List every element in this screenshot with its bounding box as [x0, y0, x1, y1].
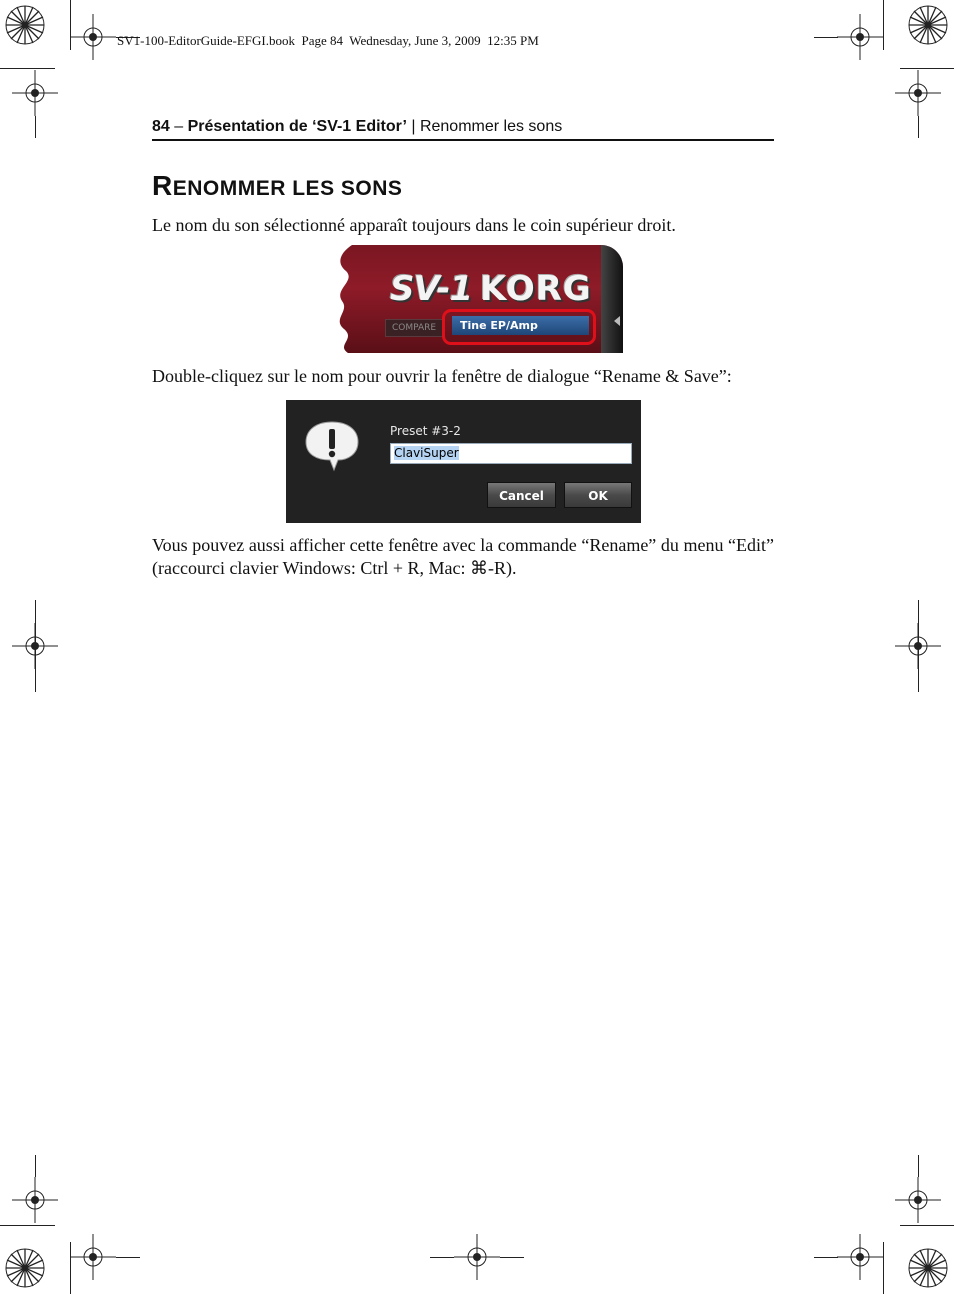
- crop-mark: [0, 1225, 55, 1226]
- crop-mark: [35, 1155, 36, 1177]
- preset-label: Preset #3-2: [390, 424, 461, 438]
- crop-mark: [918, 116, 919, 138]
- cancel-button[interactable]: Cancel: [487, 482, 556, 508]
- preset-name-input[interactable]: [390, 443, 632, 464]
- crosshair-target-icon: [12, 1177, 58, 1223]
- compare-button[interactable]: COMPARE: [385, 319, 443, 337]
- section-name: Renommer les sons: [419, 118, 563, 135]
- crosshair-target-icon: [70, 1234, 116, 1280]
- panel-edge: [601, 245, 623, 353]
- registration-starburst-icon: [5, 5, 45, 45]
- rename-save-dialog: [286, 400, 641, 523]
- crosshair-target-icon: [454, 1234, 500, 1280]
- header-separator: |: [406, 118, 420, 135]
- title-initial: R: [152, 170, 173, 201]
- arrow-left-icon[interactable]: [614, 316, 620, 326]
- crop-mark: [883, 1242, 884, 1294]
- highlight-circle: [442, 309, 596, 345]
- sound-name-field[interactable]: Tine EP/Amp: [452, 316, 589, 335]
- crop-mark: [0, 68, 55, 69]
- title-rest: ENOMMER LES SONS: [172, 177, 403, 200]
- page-number: 84: [152, 118, 170, 135]
- crop-mark: [900, 68, 954, 69]
- crop-mark: [814, 37, 838, 38]
- print-slug: SV1-100-EditorGuide-EFGI.book Page 84 Wednesday, June 3, 2009 12:35 PM: [117, 33, 539, 48]
- crop-mark: [814, 1257, 838, 1258]
- alert-icon: [304, 420, 360, 472]
- korg-logo: KORG: [480, 269, 592, 309]
- paragraph-menu-shortcut: Vous pouvez aussi afficher cette fenêtre avec la commande “Rename” du menu “Edit” (raccourci clavier Windows: Ctrl + R, Mac: ⌘-R).: [152, 535, 774, 578]
- crosshair-target-icon: [895, 1177, 941, 1223]
- crosshair-target-icon: [12, 623, 58, 669]
- torn-edge: [322, 245, 382, 353]
- crop-mark: [35, 116, 36, 138]
- crosshair-target-icon: [12, 70, 58, 116]
- crop-mark: [116, 1257, 140, 1258]
- crosshair-target-icon: [895, 623, 941, 669]
- ok-button[interactable]: OK: [564, 482, 632, 508]
- paragraph-double-click: Double-cliquez sur le nom pour ouvrir la fenêtre de dialogue “Rename & Save”:: [152, 366, 732, 386]
- running-header: [152, 118, 774, 141]
- paragraph-intro: Le nom du son sélectionné apparaît toujours dans le coin supérieur droit.: [152, 215, 676, 235]
- crop-mark: [500, 1257, 524, 1258]
- crosshair-target-icon: [70, 14, 116, 60]
- crop-mark: [883, 0, 884, 50]
- crosshair-target-icon: [837, 1234, 883, 1280]
- registration-starburst-icon: [908, 1248, 948, 1288]
- header-dash: –: [169, 118, 188, 135]
- sv1-logo: SV-1: [390, 269, 473, 309]
- chapter-title: Présentation de ‘SV-1 Editor’: [187, 118, 407, 135]
- crop-mark: [900, 1225, 954, 1226]
- selected-text: ClaviSuper: [394, 446, 459, 460]
- registration-starburst-icon: [5, 1248, 45, 1288]
- korg-panel-screenshot: [322, 245, 623, 353]
- registration-starburst-icon: [908, 5, 948, 45]
- crosshair-target-icon: [837, 14, 883, 60]
- crop-mark: [918, 1155, 919, 1177]
- crosshair-target-icon: [895, 70, 941, 116]
- section-title: [152, 170, 402, 202]
- crop-mark: [430, 1257, 454, 1258]
